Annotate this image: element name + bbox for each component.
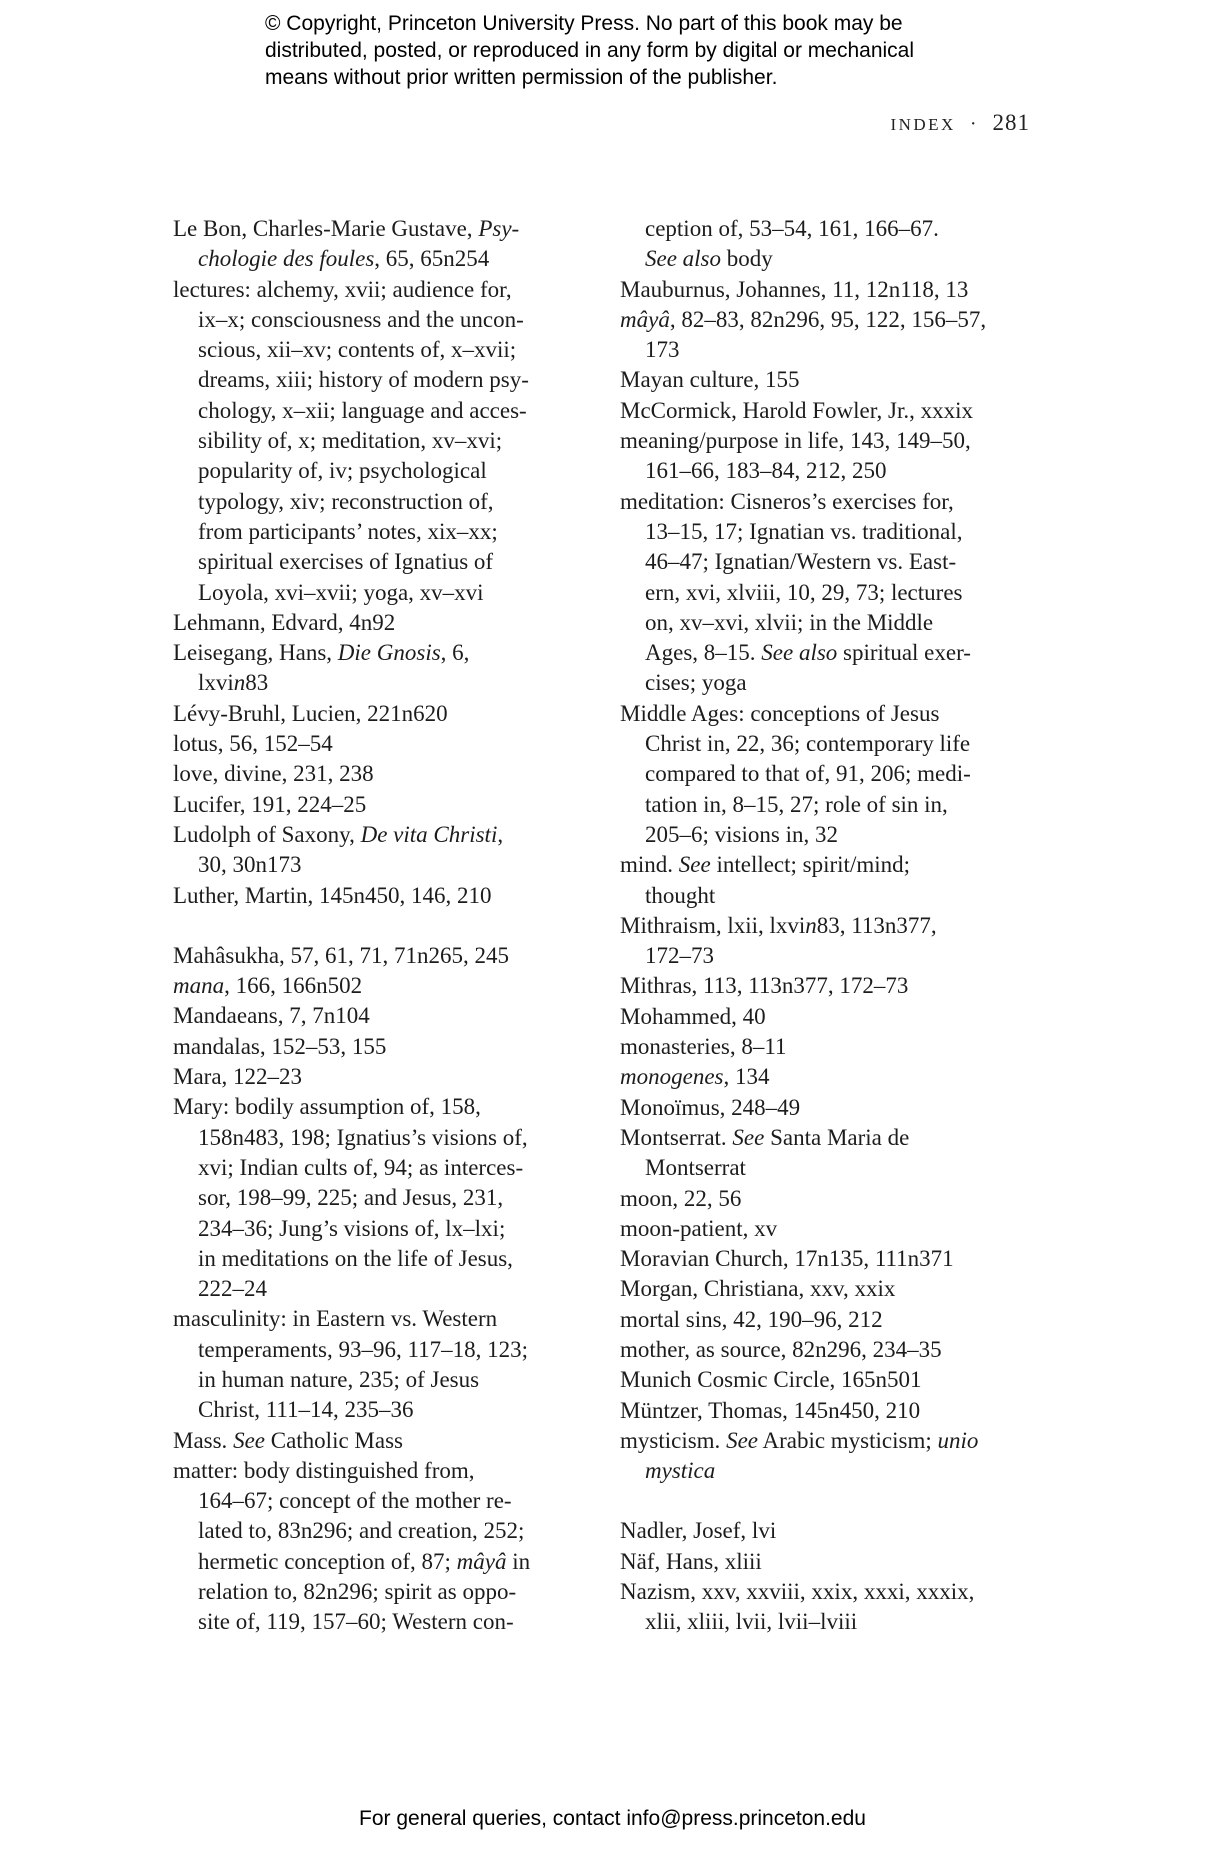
index-entry: Munich Cosmic Circle, 165n501 [620,1367,922,1393]
index-entry: love, divine, 231, 238 [173,761,374,787]
running-head [890,110,1030,136]
index-entry: Mayan culture, 155 [620,367,800,393]
index-column-right [620,214,1045,1638]
letter-group-gap [620,1486,1045,1516]
index-entry: meaning/purpose in life, 143, 149–50, 161–66, 183–84, 212, 250 [620,428,971,484]
index-entry: mana, 166, 166n502 [173,973,363,999]
index-entry: Ludolph of Saxony, De vita Christi, 30, 30n173 [173,821,504,878]
copyright-line: means without prior written permission of the publisher. [265,66,778,89]
index-entry: mother, as source, 82n296, 234–35 [620,1336,942,1362]
index-entry: Nazism, xxv, xxviii, xxix, xxxi, xxxix, xlii, xliii, lvii, lvii–lviii [620,1579,975,1635]
index-entry: mandalas, 152–53, 155 [173,1033,387,1059]
copyright-line: © Copyright, Princeton University Press. No part of this book may be [265,12,903,35]
index-entry-continued: ception of, 53–54, 161, 166–67. See also body [645,216,939,272]
index-entry: Lucifer, 191, 224–25 [173,791,367,817]
running-head-label: INDEX [890,115,956,134]
index-entry: mâyâ, 82–83, 82n296, 95, 122, 156–57, 173 [620,306,987,363]
index-entry: Leisegang, Hans, Die Gnosis, 6, lxvin83 [173,640,470,696]
index-entry: Mandaeans, 7, 7n104 [173,1003,370,1029]
index-entry: Luther, Martin, 145n450, 146, 210 [173,882,492,908]
letter-group-gap [173,911,588,941]
index-entry: Moravian Church, 17n135, 111n371 [620,1246,954,1272]
copyright-line: distributed, posted, or reproduced in any form by digital or mechanical [265,39,915,62]
index-entry: mortal sins, 42, 190–96, 212 [620,1306,883,1332]
index-entry: matter: body distinguished from, 164–67; concept of the mother re- lated to, 83n296; and creation, 252; hermetic conception of, 87; mâyâ in relation to, 82n296; spirit as oppo- site of, 119, 157–60; Western con- [173,1457,531,1635]
index-entry: Mary: bodily assumption of, 158, 158n483, 198; Ignatius’s visions of, xvi; Indian cults of, 94; as interces- sor, 198–99, 225; and Jesus, 231, 234–36; Jung’s visions of, lx–lxi; in meditations on the life of Jesus, 222–24 [173,1094,528,1302]
index-column-left [173,214,588,1638]
index-entry: Lehmann, Edvard, 4n92 [173,609,396,635]
index-entry: Middle Ages: conceptions of Jesus Christ in, 22, 36; contemporary life compared to that of, 91, 206; medi- tation in, 8–15, 27; role of sin in, 205–6; visions in, 32 [620,700,971,847]
index-entry: Mass. See Catholic Mass [173,1427,403,1453]
entry-lead: Le Bon, Charles-Marie Gustave, [173,216,479,241]
index-entry: Montserrat. See Santa Maria de Montserrat [620,1124,910,1181]
index-entry: Mithras, 113, 113n377, 172–73 [620,973,909,999]
index-entry: moon-patient, xv [620,1215,778,1241]
index-entry: Mara, 122–23 [173,1064,303,1090]
index-entry: monogenes, 134 [620,1064,770,1090]
index-entry: Lévy-Bruhl, Lucien, 221n620 [173,700,448,726]
index-entry: Morgan, Christiana, xxv, xxix [620,1276,896,1302]
index-entry: Näf, Hans, xliii [620,1548,762,1574]
index-entry: lectures: alchemy, xvii; audience for, ix–x; consciousness and the uncon- scious, xii–xv; contents of, x–xvii; dreams, xiii; history of modern psy- chology, x–xii; language and acces- sibility of, x; meditation, xv–xvi; popularity of, iv; psychological typology, xiv; reconstruction of, from participants’ notes, xix–xx; spiritual exercises of Ignatius of Loyola, xvi–xvii; yoga, xv–xvi [173,276,529,605]
index-entry: McCormick, Harold Fowler, Jr., xxxix [620,397,973,423]
index-entry: monasteries, 8–11 [620,1034,787,1060]
index-entry: Mohammed, 40 [620,1003,766,1029]
index-entry: Nadler, Josef, lvi [620,1518,777,1544]
running-head-separator: · [969,113,977,135]
index-entry: lotus, 56, 152–54 [173,731,333,757]
index-entry: Mithraism, lxii, lxvin83, 113n377, 172–73 [620,912,937,969]
index-entry: moon, 22, 56 [620,1185,742,1211]
index-entry [173,214,588,275]
index-entry: mysticism. See Arabic mysticism; unio mystica [620,1427,979,1484]
index-entry: Mahâsukha, 57, 61, 71, 71n265, 245 [173,942,510,968]
footer-contact: For general queries, contact info@press.princeton.edu [359,1807,866,1830]
copyright-notice [265,10,1065,91]
index-entry: mind. See intellect; spirit/mind; thought [620,852,911,908]
index-entry: Mauburnus, Johannes, 11, 12n118, 13 [620,276,969,302]
index-entry: masculinity: in Eastern vs. Western temperaments, 93–96, 117–18, 123; in human nature, 235; of Jesus Christ, 111–14, 235–36 [173,1306,529,1423]
entry-italic: Psy- chologie des foules [198,216,520,272]
index-entry: meditation: Cisneros’s exercises for, 13–15, 17; Ignatian vs. traditional, 46–47; Ignatian/Western vs. East- ern, xvi, xlviii, 10, 29, 73; lectures on, xv–xvi, xlvii; in the Middle Ages, 8–15. See also spiritual exer- cises; yoga [620,488,971,696]
entry-locators: , 65, 65n254 [374,246,490,272]
index-entry: Monoïmus, 248–49 [620,1094,801,1120]
index-entry: Müntzer, Thomas, 145n450, 210 [620,1397,921,1423]
page-number: 281 [992,110,1030,135]
